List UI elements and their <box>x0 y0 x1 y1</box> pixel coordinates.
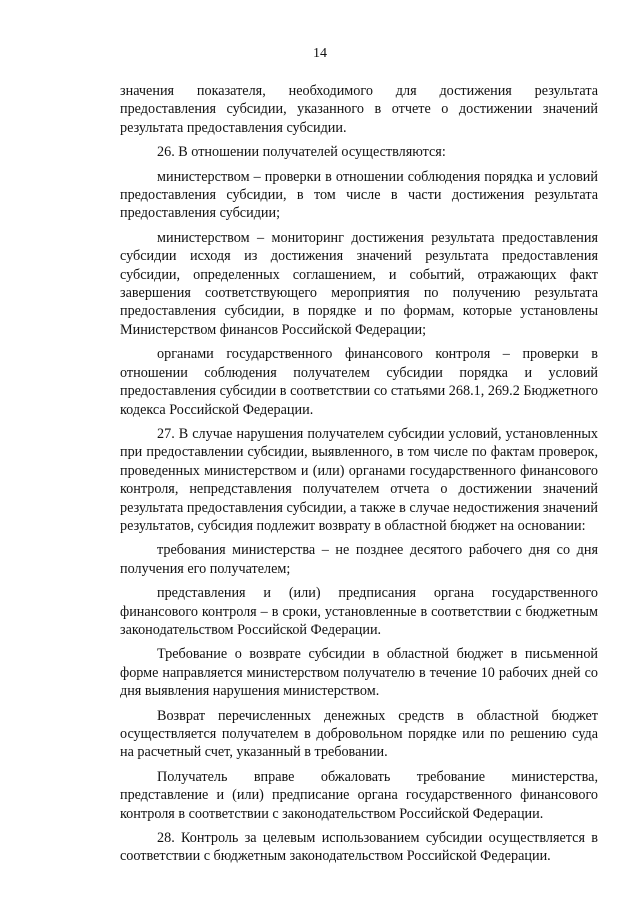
paragraph-ministry-checks: министерством – проверки в отношении соблюдения порядка и условий предоставления субсидии, в том числе в части достижения результата предоставления субсидии; <box>120 168 598 222</box>
paragraph-appeal-right: Получатель вправе обжаловать требование министерства, представление и (или) предписание органа государственного финансового контроля в соответствии с законодательством Российской Федерации. <box>120 768 598 822</box>
paragraph-return-procedure: Возврат перечисленных денежных средств в областной бюджет осуществляется получателем в добровольном порядке или по решению суда на расчетный счет, указанный в требовании. <box>120 707 598 761</box>
paragraph-control-body-order: представления и (или) предписания органа государственного финансового контроля – в сроки, установленные в соответствии с бюджетным законодательством Российской Федерации. <box>120 585 598 638</box>
paragraph-continuation: значения показателя, необходимого для достижения результата предоставления субсидии, указанного в отчете о достижении значений результата предоставления субсидии. <box>120 83 598 136</box>
paragraph-ministry-requirement: требования министерства – не позднее десятого рабочего дня со дня получения его получателем; <box>120 542 598 577</box>
paragraph-ministry-monitoring: министерством – мониторинг достижения результата предоставления субсидии исходя из достижения значений результата предоставления субсидии, определенных соглашением, и событий, отражающих факт завершения соответствующего мероприятия по получению результата предоставления субсидии, в порядке и по формам, которые установлены Министерством финансов Российской Федерации; <box>120 229 598 338</box>
paragraph-return-requirement: Требование о возврате субсидии в областной бюджет в письменной форме направляется министерством получателю в течение 10 рабочих дней со дня выявления нарушения министерством. <box>120 646 598 700</box>
page-number: 14 <box>313 46 327 61</box>
paragraph-financial-control-checks: органами государственного финансового контроля – проверки в отношении соблюдения получателем субсидии порядка и условий предоставления субсидии в соответствии со статьями 268.1, 269.2 Бюджетного кодекса Российской Федерации. <box>120 346 598 418</box>
paragraph-26-intro: 26. В отношении получателей осуществляются: <box>157 144 446 161</box>
paragraph-28: 28. Контроль за целевым использованием субсидии осуществляется в соответствии с бюджетным законодательством Российской Федерации. <box>120 830 598 865</box>
paragraph-27: 27. В случае нарушения получателем субсидии условий, установленных при предоставлении субсидии, выявленного, в том числе по фактам проверок, проведенных министерством и (или) органами государственного финансового контроля, непредставления получателем отчета о достижении значений результата предоставления субсидии, а также в случае недостижения значений результатов, субсидия подлежит возврату в областной бюджет на основании: <box>120 425 598 534</box>
document-body <box>120 82 598 872</box>
